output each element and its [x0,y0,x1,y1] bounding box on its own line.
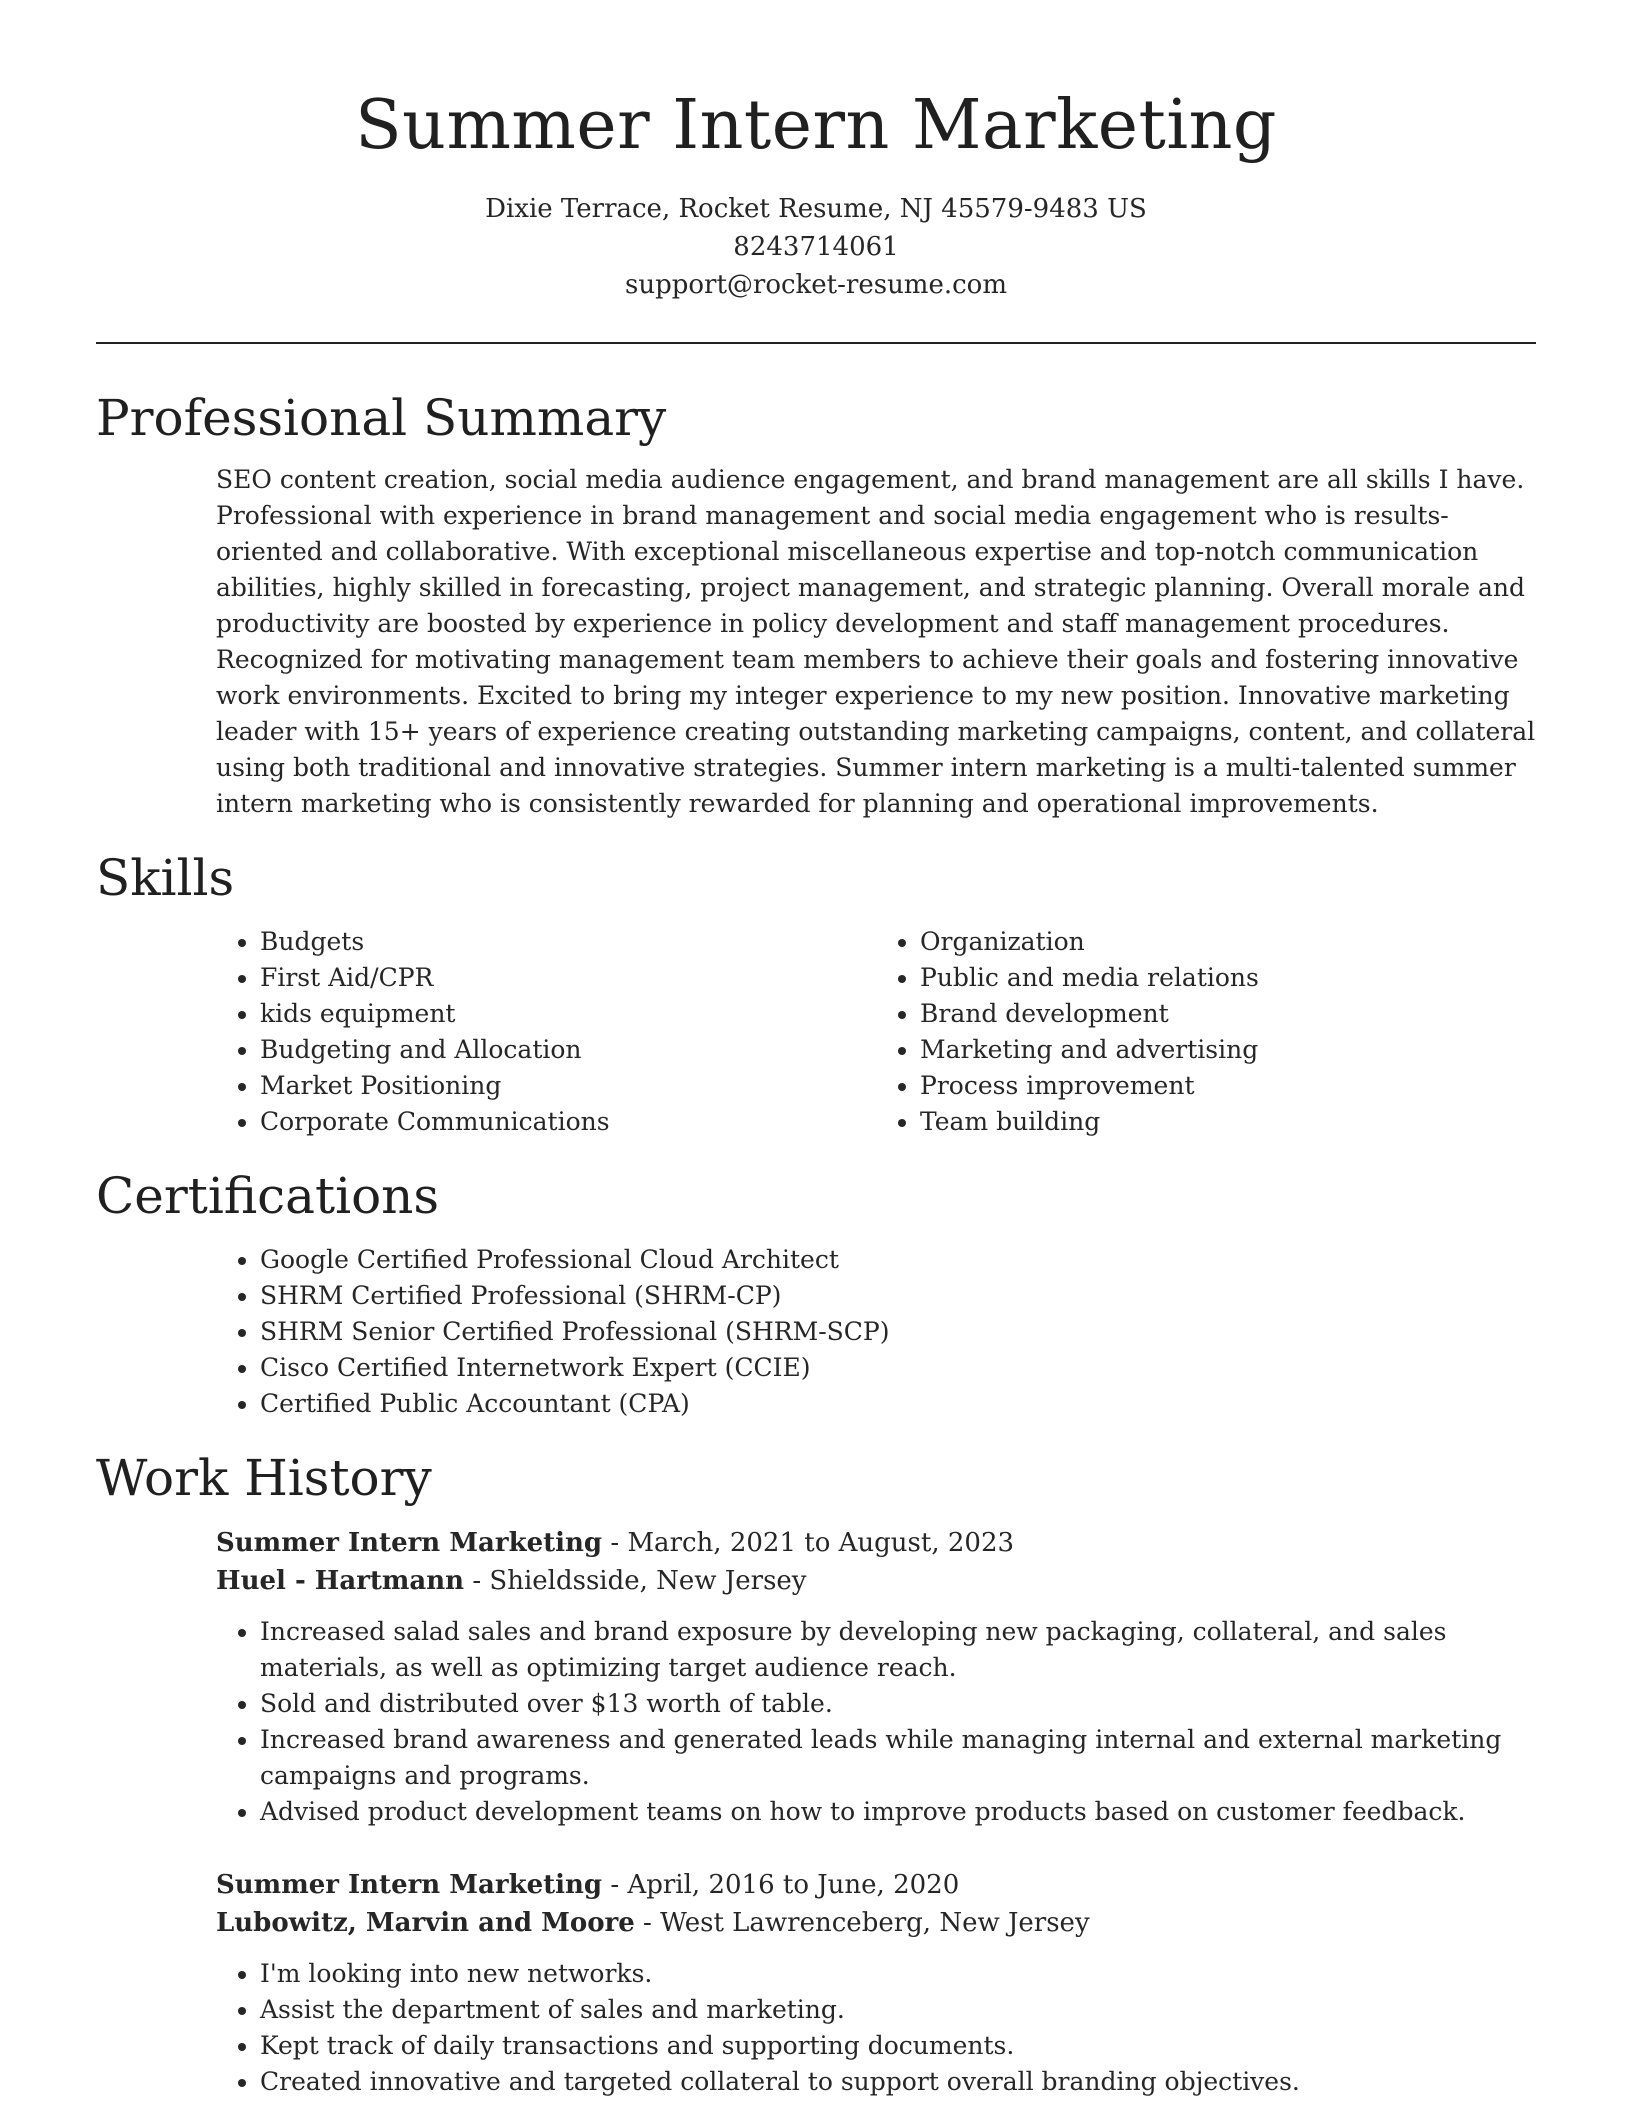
job-bullet: • Assist the department of sales and marketing. [260,1992,1536,2028]
resume-page [96,0,1536,2100]
skill-item: • Process improvement [920,1068,1536,1104]
certifications-title: Certifications [96,1167,440,1225]
job-location: - Shieldsside, New Jersey [464,1566,807,1596]
job-bullets [216,1614,1536,1830]
job-company-line [216,1904,1536,1942]
job-entry [216,1524,1536,1830]
job-bullet: • Advised product development teams on how to improve products based on customer feedback. [260,1794,1536,1830]
header-divider [96,342,1536,344]
skills-section [96,848,1536,1140]
skill-item: • Marketing and advertising [920,1032,1536,1068]
work-history-section [96,1448,1536,2100]
certification-item: • Cisco Certified Internetwork Expert (CCIE) [260,1350,1536,1386]
contact-block [96,190,1536,304]
candidate-name: Summer Intern Marketing [355,86,1277,165]
job-dates: - March, 2021 to August, 2023 [602,1528,1015,1558]
job-bullets [216,1956,1536,2100]
skills-title: Skills [96,849,235,907]
skill-item: • Budgeting and Allocation [260,1032,876,1068]
job-entry [216,1866,1536,2100]
skill-item: • Public and media relations [920,960,1536,996]
job-dates: - April, 2016 to June, 2020 [602,1870,960,1900]
email-line: support@rocket-resume.com [624,270,1007,300]
skills-column-left [216,924,876,1140]
job-company: Lubowitz, Marvin and Moore [216,1908,635,1938]
certifications-section [96,1166,1536,1422]
skills-list [216,924,1536,1140]
work-history-title: Work History [96,1449,432,1507]
job-bullet: • Sold and distributed over $13 worth of table. [260,1686,1536,1722]
phone-line: 8243714061 [733,232,899,262]
skill-item: • kids equipment [260,996,876,1032]
job-title-line [216,1866,1536,1904]
job-company: Huel - Hartmann [216,1566,465,1596]
certifications-list [216,1242,1536,1422]
skills-column-right [876,924,1536,1140]
job-bullet: • Kept track of daily transactions and supporting documents. [260,2028,1536,2064]
job-bullet: • Increased salad sales and brand exposure by developing new packaging, collateral, and sales materials, as well as optimizing target audience reach. [260,1614,1536,1686]
summary-text: SEO content creation, social media audience engagement, and brand management are all skills I have. Professional with experience in brand management and social media engagement who is results-oriented and collaborative. With exceptional miscellaneous expertise and top-notch communication abilities, highly skilled in forecasting, project management, and strategic planning. Overall morale and productivity are boosted by experience in policy development and staff management procedures. Recognized for motivating management team members to achieve their goals and fostering innovative work environments. Excited to bring my integer experience to my new position. Innovative marketing leader with 15+ years of experience creating outstanding marketing campaigns, content, and collateral using both traditional and innovative strategies. Summer intern marketing is a multi-talented summer intern marketing who is consistently rewarded for planning and operational improvements. [216,465,1536,818]
skill-item: • Organization [920,924,1536,960]
job-bullet: • Created innovative and targeted collateral to support overall branding objectives. [260,2064,1536,2100]
certification-item: • SHRM Certified Professional (SHRM-CP) [260,1278,1536,1314]
address-line: Dixie Terrace, Rocket Resume, NJ 45579-9483 US [485,194,1147,224]
skill-item: • Budgets [260,924,876,960]
resume-header [96,0,1536,304]
summary-section [96,388,1536,822]
skill-item: • Team building [920,1104,1536,1140]
job-role: Summer Intern Marketing [216,1528,603,1558]
skill-item: • Market Positioning [260,1068,876,1104]
job-bullet: • I'm looking into new networks. [260,1956,1536,1992]
summary-title: Professional Summary [96,389,667,447]
certification-item: • Certified Public Accountant (CPA) [260,1386,1536,1422]
certification-item: • Google Certified Professional Cloud Architect [260,1242,1536,1278]
job-company-line [216,1562,1536,1600]
skill-item: • First Aid/CPR [260,960,876,996]
job-role: Summer Intern Marketing [216,1870,603,1900]
job-location: - West Lawrenceberg, New Jersey [634,1908,1090,1938]
job-title-line [216,1524,1536,1562]
skill-item: • Brand development [920,996,1536,1032]
job-bullet: • Increased brand awareness and generated leads while managing internal and external marketing campaigns and programs. [260,1722,1536,1794]
skill-item: • Corporate Communications [260,1104,876,1140]
certification-item: • SHRM Senior Certified Professional (SHRM-SCP) [260,1314,1536,1350]
